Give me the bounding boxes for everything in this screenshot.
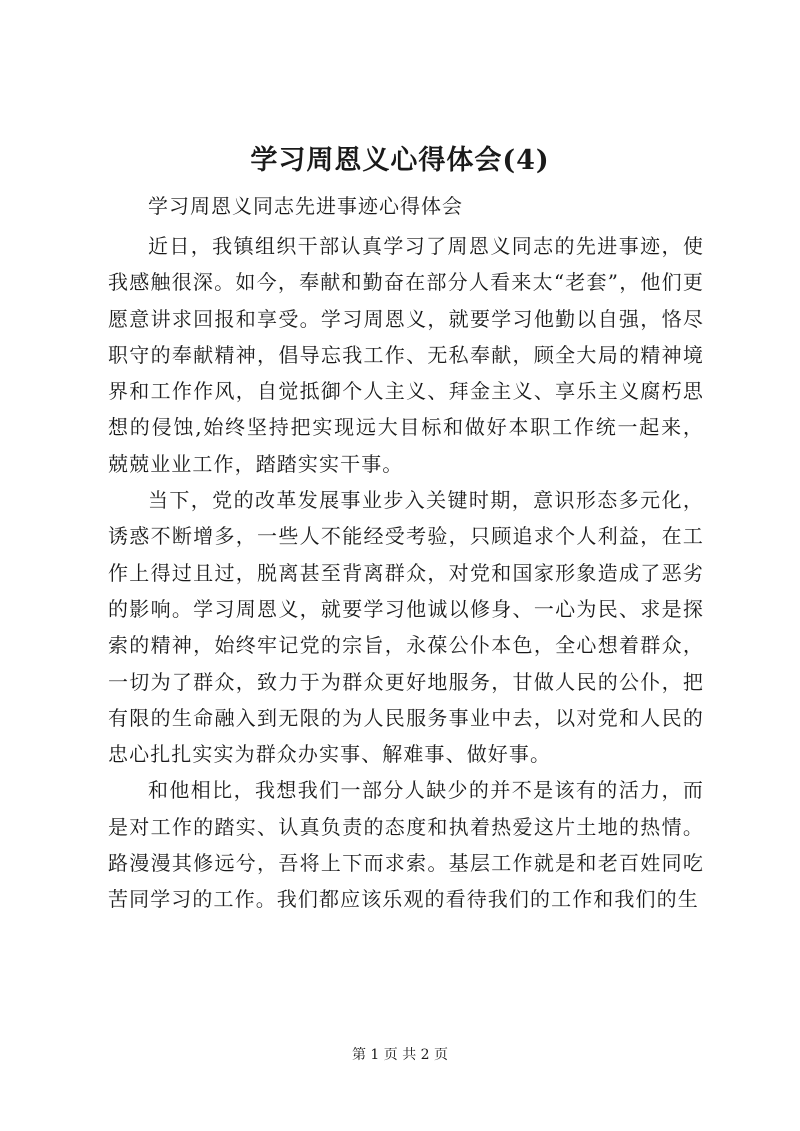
document-subtitle: 学习周恩义同志先进事迹心得体会	[148, 194, 463, 218]
document-title: 学习周恩义心得体会(4)	[250, 145, 550, 176]
body-paragraph-2: 当下，党的改革发展事业步入关键时期，意识形态多元化，诱惑不断增多，一些人不能经受考验，只顾追求个人利益，在工作上得过且过，脱离甚至背离群众，对党和国家形象造成了恶劣的影响。学习周恩义，就要学习他诚以修身、一心为民、求是探索的精神，始终牢记党的宗旨，永葆公仆本色，全心想着群众，一切为了群众，致力于为群众更好地服务，甘做人民的公仆，把有限的生命融入到无限的为人民服务事业中去，以对党和人民的忠心扎扎实实为群众办实事、解难事、做好事。	[108, 488, 704, 767]
document-body	[108, 228, 704, 918]
page-number-footer: 第 1 页 共 2 页	[351, 1047, 449, 1063]
body-paragraph-1: 近日，我镇组织干部认真学习了周恩义同志的先进事迹，使我感触很深。如今，奉献和勤奋在部分人看来太“老套”，他们更愿意讲求回报和享受。学习周恩义，就要学习他勤以自强，恪尽职守的奉献精神，倡导忘我工作、无私奉献，顾全大局的精神境界和工作作风，自觉抵御个人主义、拜金主义、享乐主义腐朽思想的侵蚀,始终坚持把实现远大目标和做好本职工作统一起来，兢兢业业工作，踏踏实实干事。	[108, 234, 704, 476]
body-paragraph-3: 和他相比，我想我们一部分人缺少的并不是该有的活力，而是对工作的踏实、认真负责的态度和执着热爱这片土地的热情。路漫漫其修远兮，吾将上下而求索。基层工作就是和老百姓同吃苦同学习的工作。我们都应该乐观的看待我们的工作和我们的生	[108, 778, 704, 912]
